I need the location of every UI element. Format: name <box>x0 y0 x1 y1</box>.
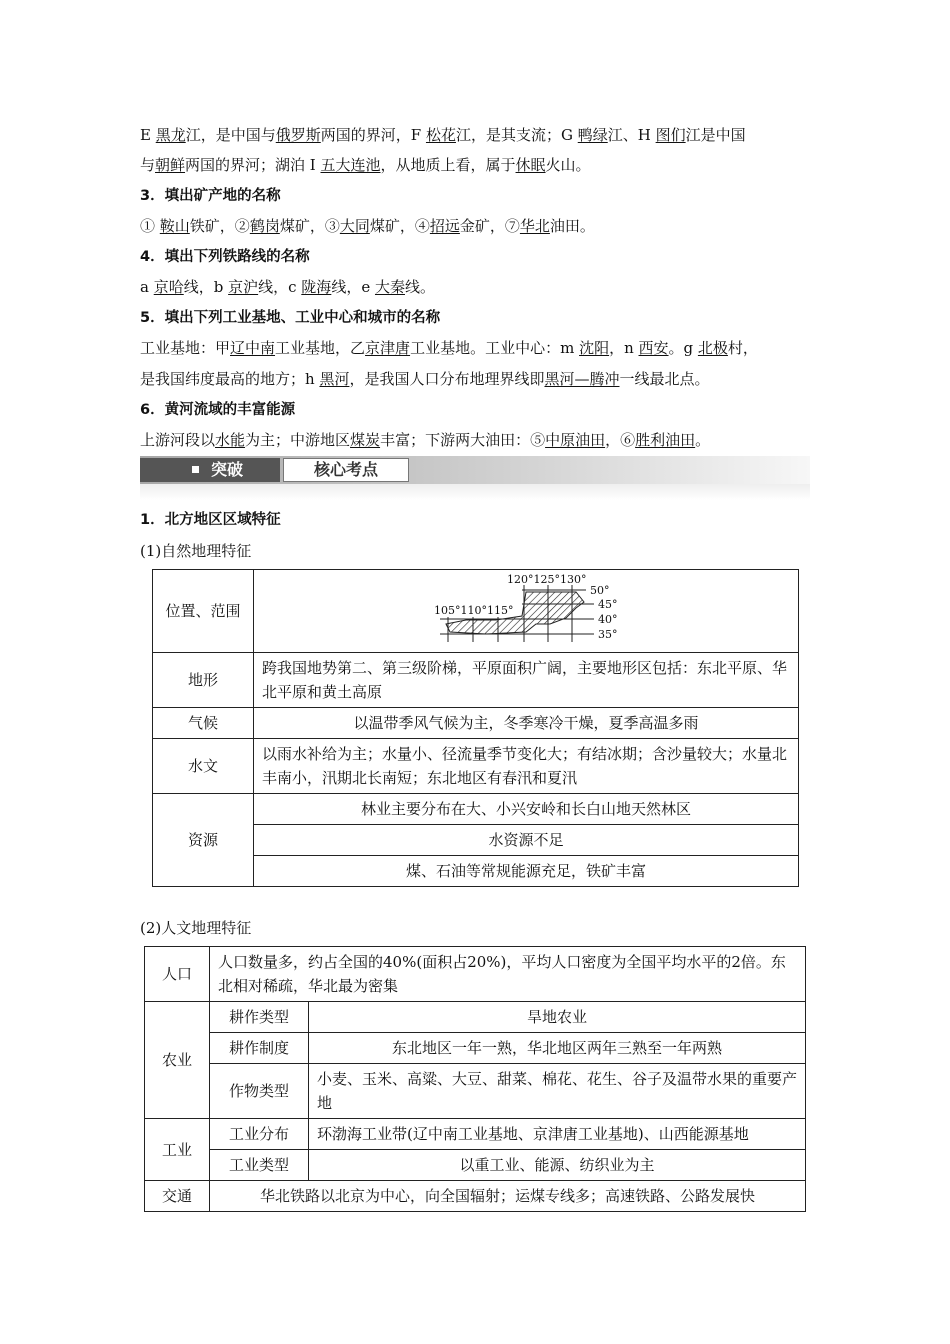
table-row <box>145 1002 806 1033</box>
paragraph-text: ① <box>140 217 160 235</box>
map-lat-35: 35° <box>598 628 618 641</box>
answer-text: 鞍山 <box>159 217 190 235</box>
answer-text: 陇海 <box>301 278 332 296</box>
population-text: 人口数量多，约占全国的40%(面积占20%)，平均人口密度为全国平均水平的2倍。东北相对稀疏，华北最为密集 <box>210 947 806 1002</box>
row-label-population: 人口 <box>145 947 210 1002</box>
answer-text: 黑河—腾冲 <box>544 370 620 388</box>
agri-key: 作物类型 <box>210 1064 309 1119</box>
map-lat-50: 50° <box>590 584 610 597</box>
answer-text: 北极 <box>697 339 728 357</box>
row-label-location: 位置、范围 <box>153 570 254 653</box>
row-label-climate: 气候 <box>153 708 254 739</box>
banner-tag <box>140 458 280 482</box>
answer-text: 京津唐 <box>365 339 411 357</box>
row-label-industry: 工业 <box>145 1119 210 1181</box>
hydrology-text: 以雨水补给为主；水量小、径流量季节变化大；有结冰期；含沙量较大；水量北丰南小，汛期北长南短；东北地区有春汛和夏汛 <box>254 739 799 794</box>
agri-key: 耕作制度 <box>210 1033 309 1064</box>
paragraph-industry-2 <box>140 368 812 390</box>
paragraph-rivers-2 <box>140 154 812 176</box>
paragraph-text: 江、H <box>607 126 656 144</box>
answer-text: 鸭绿 <box>577 126 608 144</box>
answer-text: 图们 <box>655 126 686 144</box>
paragraph-text: 工业基地。工业中心：m <box>410 339 580 357</box>
answer-text: 辽中南 <box>230 339 276 357</box>
agri-value: 小麦、玉米、高粱、大豆、甜菜、棉花、花生、谷子及温带水果的重要产地 <box>309 1064 806 1119</box>
table-row <box>145 1181 806 1212</box>
agri-key: 耕作类型 <box>210 1002 309 1033</box>
table-row <box>153 708 799 739</box>
paragraph-text: ，⑥ <box>605 431 636 449</box>
paragraph-text: 上游河段以 <box>140 431 216 449</box>
natural-features-table <box>152 569 799 887</box>
paragraph-text: 两国的界河，F <box>320 126 426 144</box>
answer-text: 西安 <box>638 339 669 357</box>
industry-value: 环渤海工业带(辽中南工业基地、京津唐工业基地)、山西能源基地 <box>309 1119 806 1150</box>
industry-key: 工业类型 <box>210 1150 309 1181</box>
paragraph-text: 江，是其支流；G <box>455 126 578 144</box>
industry-value: 以重工业、能源、纺织业为主 <box>309 1150 806 1181</box>
resource-forest: 林业主要分布在大、小兴安岭和长白山地天然林区 <box>254 794 799 825</box>
answer-text: 华北 <box>519 217 550 235</box>
paragraph-text: 油田。 <box>549 217 595 235</box>
answer-text: 休眠 <box>515 156 546 174</box>
row-label-hydrology: 水文 <box>153 739 254 794</box>
location-map-cell <box>254 570 799 653</box>
paragraph-text: 两国的界河；湖泊 I <box>185 156 321 174</box>
answer-text: 黑河 <box>319 370 350 388</box>
answer-text: 鹤岗 <box>249 217 280 235</box>
map-lat-45: 45° <box>598 598 618 611</box>
paragraph-text: 煤矿，④ <box>369 217 430 235</box>
paragraph-text: 江是中国 <box>685 126 746 144</box>
row-label-transport: 交通 <box>145 1181 210 1212</box>
map-lat-40: 40° <box>598 613 618 626</box>
paragraph-text: 江，是中国与 <box>185 126 276 144</box>
table-row <box>153 739 799 794</box>
answer-text: 水能 <box>215 431 246 449</box>
resource-energy: 煤、石油等常规能源充足，铁矿丰富 <box>254 856 799 887</box>
agri-value: 东北地区一年一熟，华北地区两年三熟至一年两熟 <box>309 1033 806 1064</box>
paragraph-text: 。g <box>668 339 698 357</box>
transport-text: 华北铁路以北京为中心，向全国辐射；运煤专线多；高速铁路、公路发展快 <box>210 1181 806 1212</box>
table-row <box>145 1064 806 1119</box>
paragraph-text: 工业基地：甲 <box>140 339 231 357</box>
table-row <box>145 947 806 1002</box>
answer-text: 中原油田 <box>545 431 606 449</box>
paragraph-railways <box>140 276 812 298</box>
map-left-longitude: 105°110°115° <box>434 604 514 617</box>
paragraph-text: 线，b <box>183 278 229 296</box>
paragraph-text: 丰富；下游两大油田：⑤ <box>380 431 546 449</box>
answer-text: 俄罗斯 <box>275 126 321 144</box>
square-bullet-icon <box>192 466 199 473</box>
table-row <box>145 1033 806 1064</box>
paragraph-mining <box>140 215 812 237</box>
paragraph-text: 。 <box>695 431 711 449</box>
answer-text: 松花 <box>425 126 456 144</box>
table-row <box>153 570 799 653</box>
answer-text: 招远 <box>429 217 460 235</box>
resource-water: 水资源不足 <box>254 825 799 856</box>
location-map <box>426 572 626 650</box>
agri-value: 旱地农业 <box>309 1002 806 1033</box>
banner-shadow <box>140 484 810 500</box>
row-label-resources: 资源 <box>153 794 254 887</box>
answer-text: 京哈 <box>153 278 184 296</box>
heading-mining: 3．填出矿产地的名称 <box>140 188 281 204</box>
section-title: 1．北方地区区域特征 <box>140 512 281 528</box>
industry-key: 工业分布 <box>210 1119 309 1150</box>
paragraph-text: E <box>140 126 156 144</box>
answer-text: 大秦 <box>374 278 405 296</box>
paragraph-text: 铁矿，② <box>189 217 250 235</box>
human-features-table <box>144 946 806 1212</box>
row-label-agriculture: 农业 <box>145 1002 210 1119</box>
table-row <box>145 1150 806 1181</box>
heading-railways: 4．填出下列铁路线的名称 <box>140 249 310 265</box>
paragraph-text: 线，e <box>331 278 375 296</box>
paragraph-text: 线。 <box>404 278 435 296</box>
paragraph-text: ，n <box>609 339 639 357</box>
answer-text: 朝鲜 <box>155 156 186 174</box>
table-row <box>153 794 799 825</box>
paragraph-text: 工业基地，乙 <box>275 339 366 357</box>
paragraph-text: a <box>140 278 154 296</box>
answer-text: 五大连池 <box>320 156 381 174</box>
table-row <box>153 653 799 708</box>
paragraph-industry-1 <box>140 337 812 359</box>
paragraph-energy <box>140 429 812 451</box>
banner-title: 核心考点 <box>283 458 409 482</box>
answer-text: 沈阳 <box>579 339 610 357</box>
climate-text: 以温带季风气候为主，冬季寒冷干燥，夏季高温多雨 <box>254 708 799 739</box>
paragraph-text: 火山。 <box>545 156 591 174</box>
paragraph-text: 金矿，⑦ <box>459 217 520 235</box>
banner-tag-label: 突破 <box>211 460 244 479</box>
subsection-natural: (1)自然地理特征 <box>140 542 252 560</box>
paragraph-text: 村， <box>727 339 758 357</box>
terrain-text: 跨我国地势第二、第三级阶梯，平原面积广阔，主要地形区包括：东北平原、华北平原和黄土高原 <box>254 653 799 708</box>
answer-text: 黑龙 <box>155 126 186 144</box>
paragraph-text: ，从地质上看，属于 <box>380 156 516 174</box>
table-row <box>145 1119 806 1150</box>
paragraph-text: 线，c <box>258 278 302 296</box>
answer-text: 京沪 <box>228 278 259 296</box>
subsection-human: (2)人文地理特征 <box>140 919 252 937</box>
paragraph-text: 与 <box>140 156 156 174</box>
paragraph-text: 是我国纬度最高的地方；h <box>140 370 320 388</box>
paragraph-text: ，是我国人口分布地理界线即 <box>349 370 545 388</box>
paragraph-text: 煤矿，③ <box>279 217 340 235</box>
section-banner <box>140 456 810 500</box>
heading-industry: 5．填出下列工业基地、工业中心和城市的名称 <box>140 310 441 326</box>
paragraph-text: 一线最北点。 <box>619 370 710 388</box>
map-top-longitude: 120°125°130° <box>507 573 587 586</box>
answer-text: 大同 <box>339 217 370 235</box>
row-label-terrain: 地形 <box>153 653 254 708</box>
paragraph-rivers-1 <box>140 124 812 146</box>
answer-text: 煤炭 <box>350 431 381 449</box>
paragraph-text: 为主；中游地区 <box>245 431 351 449</box>
answer-text: 胜利油田 <box>635 431 696 449</box>
heading-energy: 6．黄河流域的丰富能源 <box>140 402 296 418</box>
